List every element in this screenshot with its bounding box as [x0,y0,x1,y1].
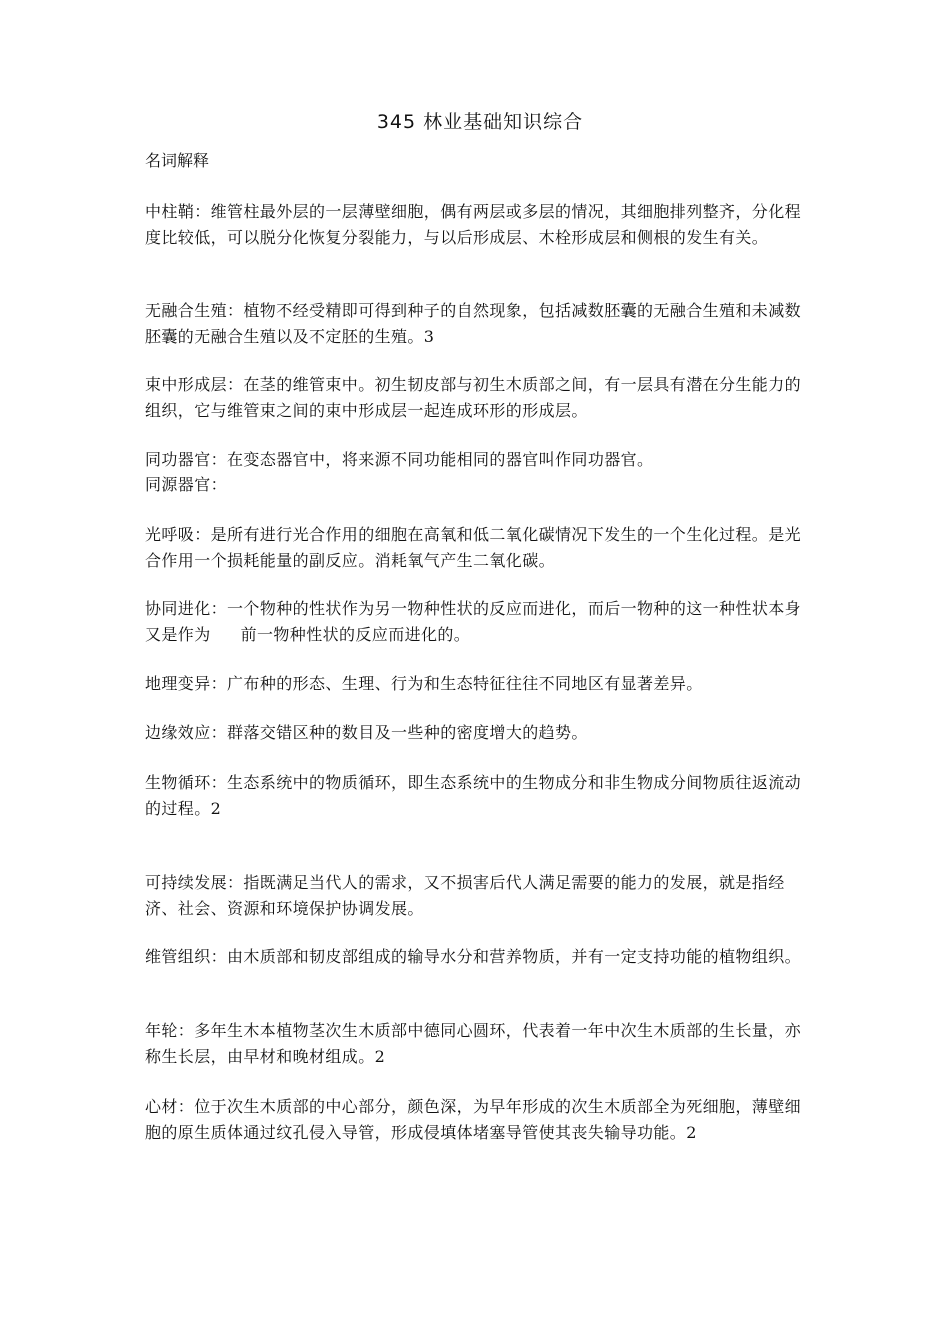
entry-term: 同源器官： [145,475,228,494]
entry-definition: 一个物种的性状作为另一物种性状的反应而进化，而后一物种的这一种性状本身又是作为 [145,599,802,644]
glossary-entry [145,472,815,498]
glossary-entry [145,596,815,647]
entry-definition-continued: 前一物种性状的反应而进化的。 [240,624,471,644]
glossary-entry [145,870,815,921]
entry-definition: 在茎的维管束中。初生韧皮部与初生木质部之间，有一层具有潜在分生能力的组织，它与维管束之间的束中形成层一起连成环形的形成层。 [145,375,802,420]
glossary-entry [145,1018,815,1069]
glossary-entry [145,720,815,746]
glossary-entry [145,1094,815,1145]
entry-term: 同功器官： [145,450,228,469]
entry-term: 光呼吸： [145,525,211,544]
entry-term: 维管组织： [145,947,228,966]
glossary-entry [145,199,815,250]
entry-term: 边缘效应： [145,723,228,742]
entry-definition: 多年生木本植物茎次生木质部中德同心圆环，代表着一年中次生木质部的生长量，亦称生长层，由早材和晚材组成。2 [145,1021,802,1066]
glossary-entry [145,671,815,697]
entry-term: 中柱鞘： [145,202,211,221]
entry-term: 生物循环： [145,773,228,792]
entry-term: 无融合生殖： [145,301,244,320]
entry-term: 可持续发展： [145,873,244,892]
entry-definition: 生态系统中的物质循环，即生态系统中的生物成分和非生物成分间物质往返流动的过程。2 [145,773,802,818]
glossary-entry [145,372,815,423]
glossary-entry [145,522,815,573]
entry-term: 束中形成层： [145,375,244,394]
glossary-entry [145,298,815,349]
glossary-entry [145,447,815,473]
entry-definition: 指既满足当代人的需求，又不损害后代人满足需要的能力的发展，就是指经济、社会、资源和环境保护协调发展。 [145,873,785,918]
entry-term: 心材： [145,1097,195,1116]
entry-term: 年轮： [145,1021,195,1040]
section-heading: 名词解释 [145,151,210,170]
entry-definition: 广布种的形态、生理、行为和生态特征往往不同地区有显著差异。 [227,674,703,693]
entry-definition: 植物不经受精即可得到种子的自然现象，包括减数胚囊的无融合生殖和未减数胚囊的无融合生殖以及不定胚的生殖。3 [145,301,802,346]
entry-definition: 在变态器官中，将来源不同功能相同的器官叫作同功器官。 [227,450,654,469]
entry-definition: 维管柱最外层的一层薄壁细胞，偶有两层或多层的情况，其细胞排列整齐，分化程度比较低，可以脱分化恢复分裂能力，与以后形成层、木栓形成层和侧根的发生有关。 [145,202,802,247]
entry-term: 地理变异： [145,674,228,693]
glossary-entry [145,944,815,970]
document-title: 345 林业基础知识综合 [376,111,584,133]
entry-definition: 位于次生木质部的中心部分，颜色深，为早年形成的次生木质部全为死细胞，薄壁细胞的原生质体通过纹孔侵入导管，形成侵填体堵塞导管使其丧失输导功能。2 [145,1097,802,1142]
glossary-entry [145,770,815,821]
entry-definition: 群落交错区种的数目及一些种的密度增大的趋势。 [227,723,588,742]
entry-definition: 由木质部和韧皮部组成的输导水分和营养物质，并有一定支持功能的植物组织。 [227,947,802,966]
entry-term: 协同进化： [145,599,228,618]
entry-definition: 是所有进行光合作用的细胞在高氧和低二氧化碳情况下发生的一个生化过程。是光合作用一个损耗能量的副反应。消耗氧气产生二氧化碳。 [145,525,802,570]
